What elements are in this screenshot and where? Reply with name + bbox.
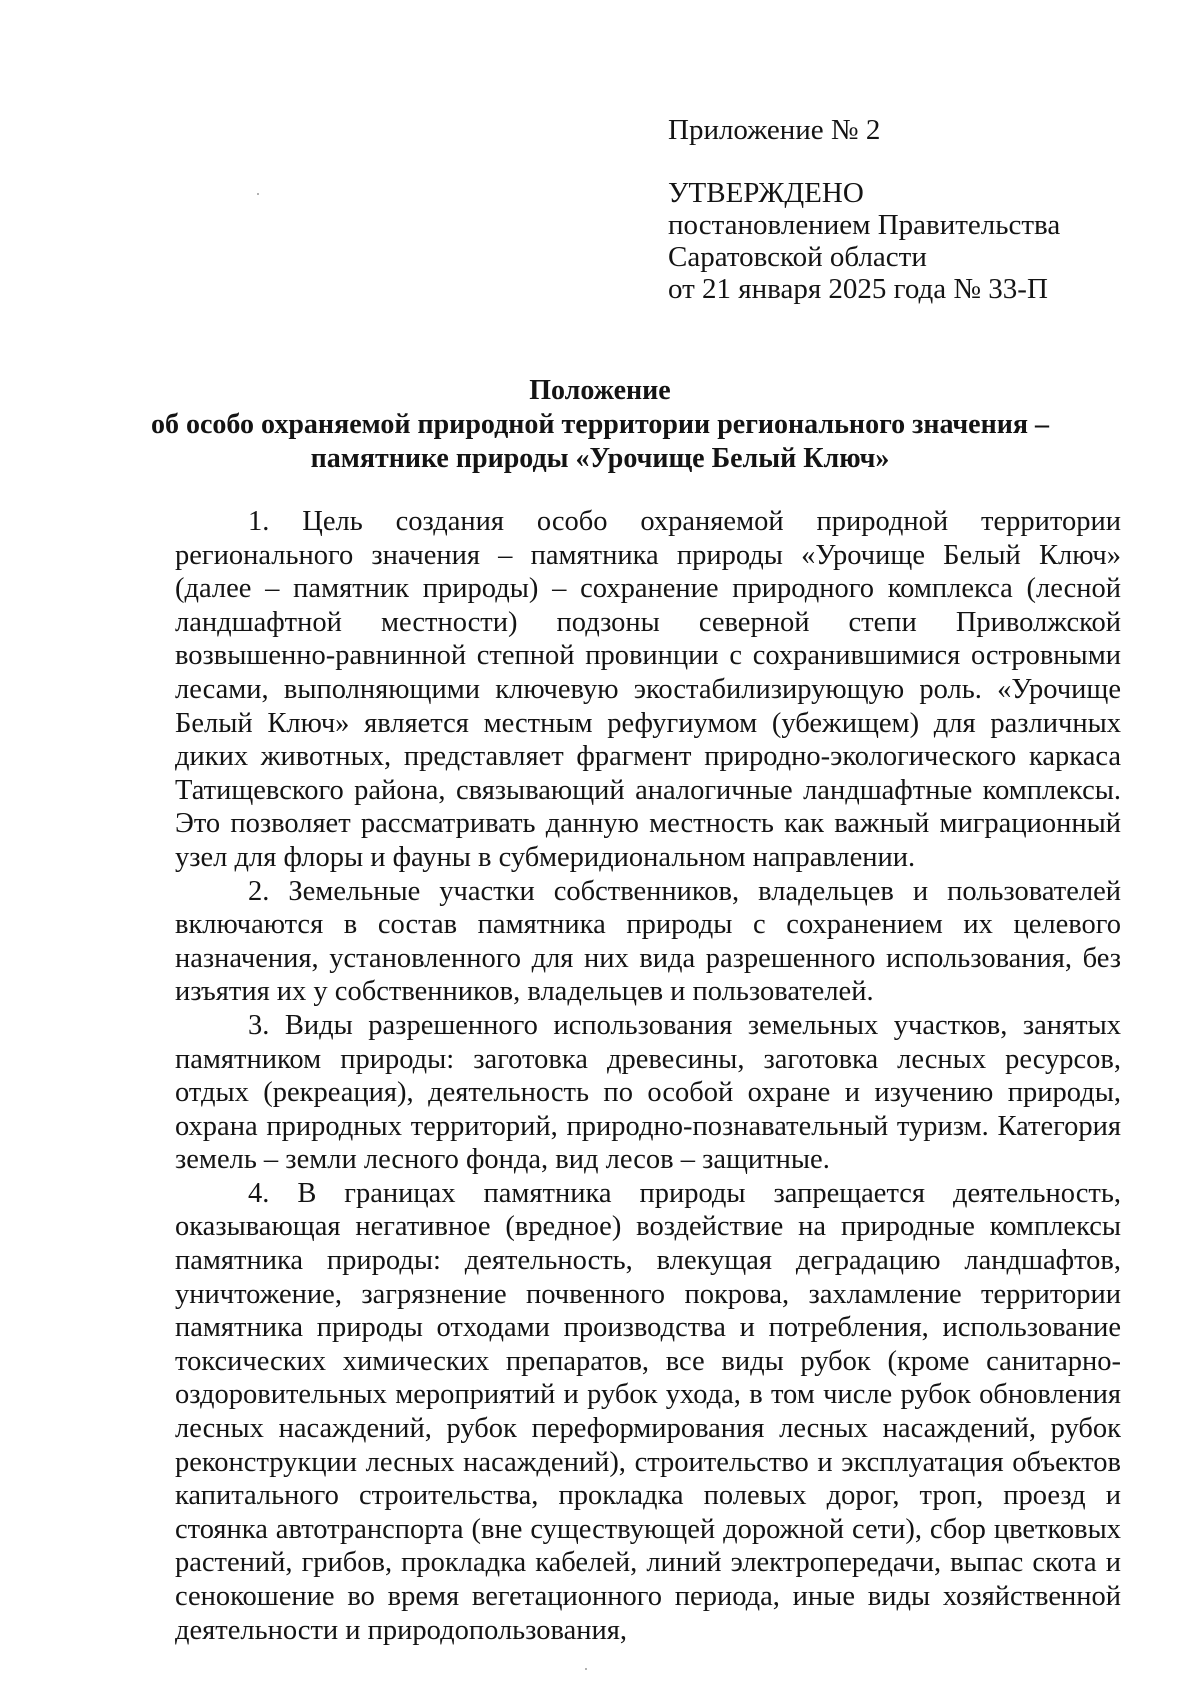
paragraph-1: 1. Цель создания особо охраняемой природной территории регионального значения – памятника природы «Урочище Белый Ключ» (далее – памятник природы) – сохранение природного комплекса (лесной ландшафтной местности) подзоны северной степи Приволжской возвышенно-равнинной степной провинции с сохранившимися островными лесами, выполняющими ключевую экостабилизирующую роль. «Урочище Белый Ключ» является местным рефугиумом (убежищем) для различных диких животных, представляет фрагмент природно-экологического каркаса Татищевского района, связывающий аналогичные ландшафтные комплексы. Это позволяет рассматривать данную местность как важный миграционный узел для флоры и фауны в субмеридиональном направлении. [175, 506, 1121, 873]
document-title [120, 374, 1080, 476]
title-line-2: об особо охраняемой природной территории регионального значения – [151, 409, 1049, 440]
scan-speck [585, 1668, 587, 1670]
paragraph-2: 2. Земельные участки собственников, владельцев и пользователей включаются в состав памятника природы с сохранением их целевого назначения, установленного для них вида разрешенного использования, без изъятия их у собственников, владельцев и пользователей. [175, 875, 1121, 1008]
document-body [175, 505, 1121, 1647]
title-line-3: памятнике природы «Урочище Белый Ключ» [310, 443, 890, 474]
approved-date: от 21 января 2025 года № 33-П [668, 273, 1048, 305]
paragraph-4: 4. В границах памятника природы запрещается деятельность, оказывающая негативное (вредное) воздействие на природные комплексы памятника природы: деятельность, влекущая деградацию ландшафтов, уничтожение, загрязнение почвенного покрова, захламление территории памятника природы отходами производства и потребления, использование токсических химических препаратов, все виды рубок (кроме санитарно-оздоровительных мероприятий и рубок ухода, в том числе рубок обновления лесных насаждений, рубок переформирования лесных насаждений, рубок реконструкции лесных насаждений), строительство и эксплуатация объектов капитального строительства, прокладка полевых дорог, троп, проезд и стоянка автотранспорта (вне существующей дорожной сети), сбор цветковых растений, грибов, прокладка кабелей, линий электропередачи, выпас скота и сенокошение во время вегетационного периода, иные виды хозяйственной деятельности и природопользования, [175, 1177, 1121, 1646]
approved-by-line: постановлением Правительства [668, 209, 1061, 241]
approved-label: УТВЕРЖДЕНО [668, 177, 864, 209]
paragraph-3: 3. Виды разрешенного использования земельных участков, занятых памятником природы: заготовка древесины, заготовка лесных ресурсов, отдых (рекреация), деятельность по особой охране и изучению природы, охрана природных территорий, природно-познавательный туризм. Категория земель – земли лесного фонда, вид лесов – защитные. [175, 1009, 1121, 1176]
approval-block [668, 177, 1060, 305]
scan-speck [257, 193, 259, 195]
appendix-label: Приложение № 2 [668, 114, 881, 146]
title-line-1: Положение [529, 375, 671, 406]
approved-by-region: Саратовской области [668, 241, 927, 273]
